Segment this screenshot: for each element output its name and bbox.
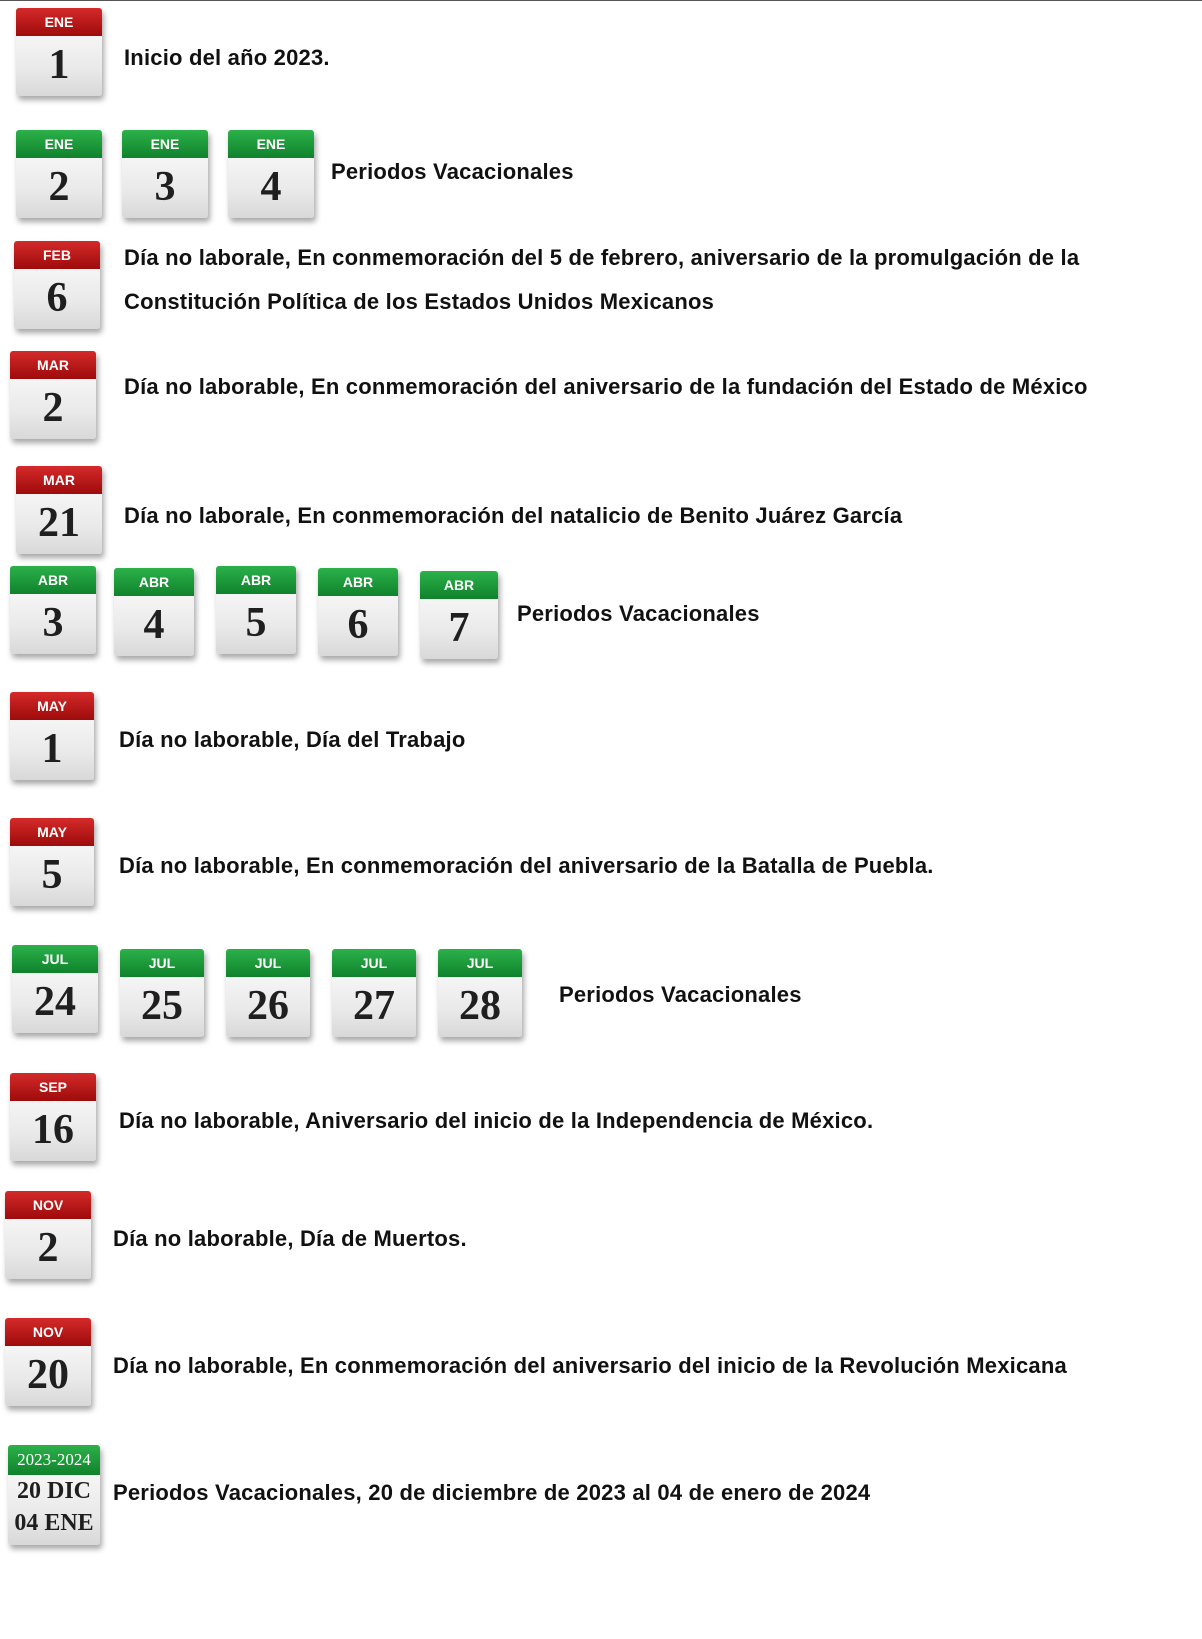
calendar-month: ENE — [16, 130, 102, 158]
calendar-icon — [122, 130, 208, 218]
calendar-day: 25 — [141, 983, 183, 1029]
calendar-end-date: 04 ENE — [14, 1510, 94, 1536]
calendar-day: 26 — [247, 983, 289, 1029]
calendar-month: NOV — [5, 1318, 91, 1346]
calendar-month: MAY — [10, 692, 94, 720]
calendar-month: JUL — [120, 949, 204, 977]
calendar-icon — [228, 130, 314, 218]
calendar-icon — [10, 818, 94, 906]
calendar-month: FEB — [14, 241, 100, 269]
calendar-icon — [114, 568, 194, 656]
calendar-year: 2023-2024 — [8, 1445, 100, 1475]
calendar-icon — [216, 566, 296, 654]
calendar-month: ABR — [114, 568, 194, 596]
calendar-month: ENE — [228, 130, 314, 158]
calendar-day: 24 — [34, 979, 76, 1025]
calendar-icon — [420, 571, 498, 659]
entry-text: Inicio del año 2023. — [124, 45, 330, 70]
calendar-icon — [16, 8, 102, 96]
calendar-icon — [226, 949, 310, 1037]
calendar-icon — [8, 1445, 100, 1545]
calendar-day: 21 — [38, 500, 80, 546]
entry-text: Día no laborable, En conmemoración del aniversario del inicio de la Revolución Mexicana — [113, 1353, 1067, 1378]
calendar-month: SEP — [10, 1073, 96, 1101]
entry-text: Día no laborable, En conmemoración del aniversario de la Batalla de Puebla. — [119, 853, 934, 878]
calendar-icon — [10, 692, 94, 780]
calendar-day: 28 — [459, 983, 501, 1029]
calendar-icon — [16, 130, 102, 218]
calendar-month: ABR — [318, 568, 398, 596]
calendar-day: 6 — [46, 275, 68, 321]
calendar-day: 16 — [32, 1107, 74, 1153]
entry-text: Día no laborale, En conmemoración del 5 de febrero, aniversario de la promulgación de la Constitución Política de los Estados Unidos Mexicanos — [124, 245, 1080, 314]
entry-text: Periodos Vacacionales — [331, 159, 574, 184]
calendar-month: ABR — [10, 566, 96, 594]
calendar-day: 2 — [37, 1225, 59, 1271]
calendar-icon — [318, 568, 398, 656]
calendar-month: ENE — [16, 8, 102, 36]
calendar-month: MAR — [16, 466, 102, 494]
calendar-day: 3 — [42, 600, 64, 646]
calendar-icon — [332, 949, 416, 1037]
calendar-month: NOV — [5, 1191, 91, 1219]
calendar-icon — [14, 241, 100, 329]
calendar-icon — [12, 945, 98, 1033]
calendar-day: 20 — [27, 1352, 69, 1398]
calendar-day: 4 — [260, 164, 282, 210]
calendar-month: MAR — [10, 351, 96, 379]
calendar-day: 7 — [448, 605, 470, 651]
calendar-icon — [5, 1191, 91, 1279]
entry-text: Día no laborable, En conmemoración del aniversario de la fundación del Estado de México — [124, 374, 1088, 399]
calendar-day: 1 — [48, 42, 70, 88]
calendar-month: ABR — [216, 566, 296, 594]
calendar-day: 2 — [42, 385, 64, 431]
calendar-start-date: 20 DIC — [16, 1478, 91, 1504]
entry-text: Día no laborable, Día de Muertos. — [113, 1226, 467, 1251]
entry-text: Día no laborable, Aniversario del inicio de la Independencia de México. — [119, 1108, 874, 1133]
calendar-day: 5 — [245, 600, 267, 646]
calendar-day: 1 — [41, 726, 63, 772]
calendar-icon — [438, 949, 522, 1037]
calendar-month: MAY — [10, 818, 94, 846]
calendar-icon — [10, 351, 96, 439]
calendar-icon — [10, 1073, 96, 1161]
calendar-day: 3 — [154, 164, 176, 210]
entry-text: Periodos Vacacionales — [559, 982, 802, 1007]
calendar-day: 5 — [41, 852, 63, 898]
calendar-month: JUL — [226, 949, 310, 977]
calendar-month: JUL — [12, 945, 98, 973]
entry-text: Día no laborale, En conmemoración del natalicio de Benito Juárez García — [124, 503, 903, 528]
calendar-month: JUL — [438, 949, 522, 977]
calendar-icon — [5, 1318, 91, 1406]
entry-text: Periodos Vacacionales — [517, 601, 760, 626]
calendar-icon — [10, 566, 96, 654]
calendar-icon — [120, 949, 204, 1037]
calendar-day: 4 — [143, 602, 165, 648]
calendar-day: 27 — [353, 983, 395, 1029]
calendar-day: 2 — [48, 164, 70, 210]
calendar-month: ABR — [420, 571, 498, 599]
entry-text: Periodos Vacacionales, 20 de diciembre de 2023 al 04 de enero de 2024 — [113, 1480, 871, 1505]
calendar-icon — [16, 466, 102, 554]
entry-text: Día no laborable, Día del Trabajo — [119, 727, 466, 752]
top-rule — [0, 0, 1202, 1]
calendar-month: ENE — [122, 130, 208, 158]
calendar-month: JUL — [332, 949, 416, 977]
calendar-day: 6 — [347, 602, 369, 648]
